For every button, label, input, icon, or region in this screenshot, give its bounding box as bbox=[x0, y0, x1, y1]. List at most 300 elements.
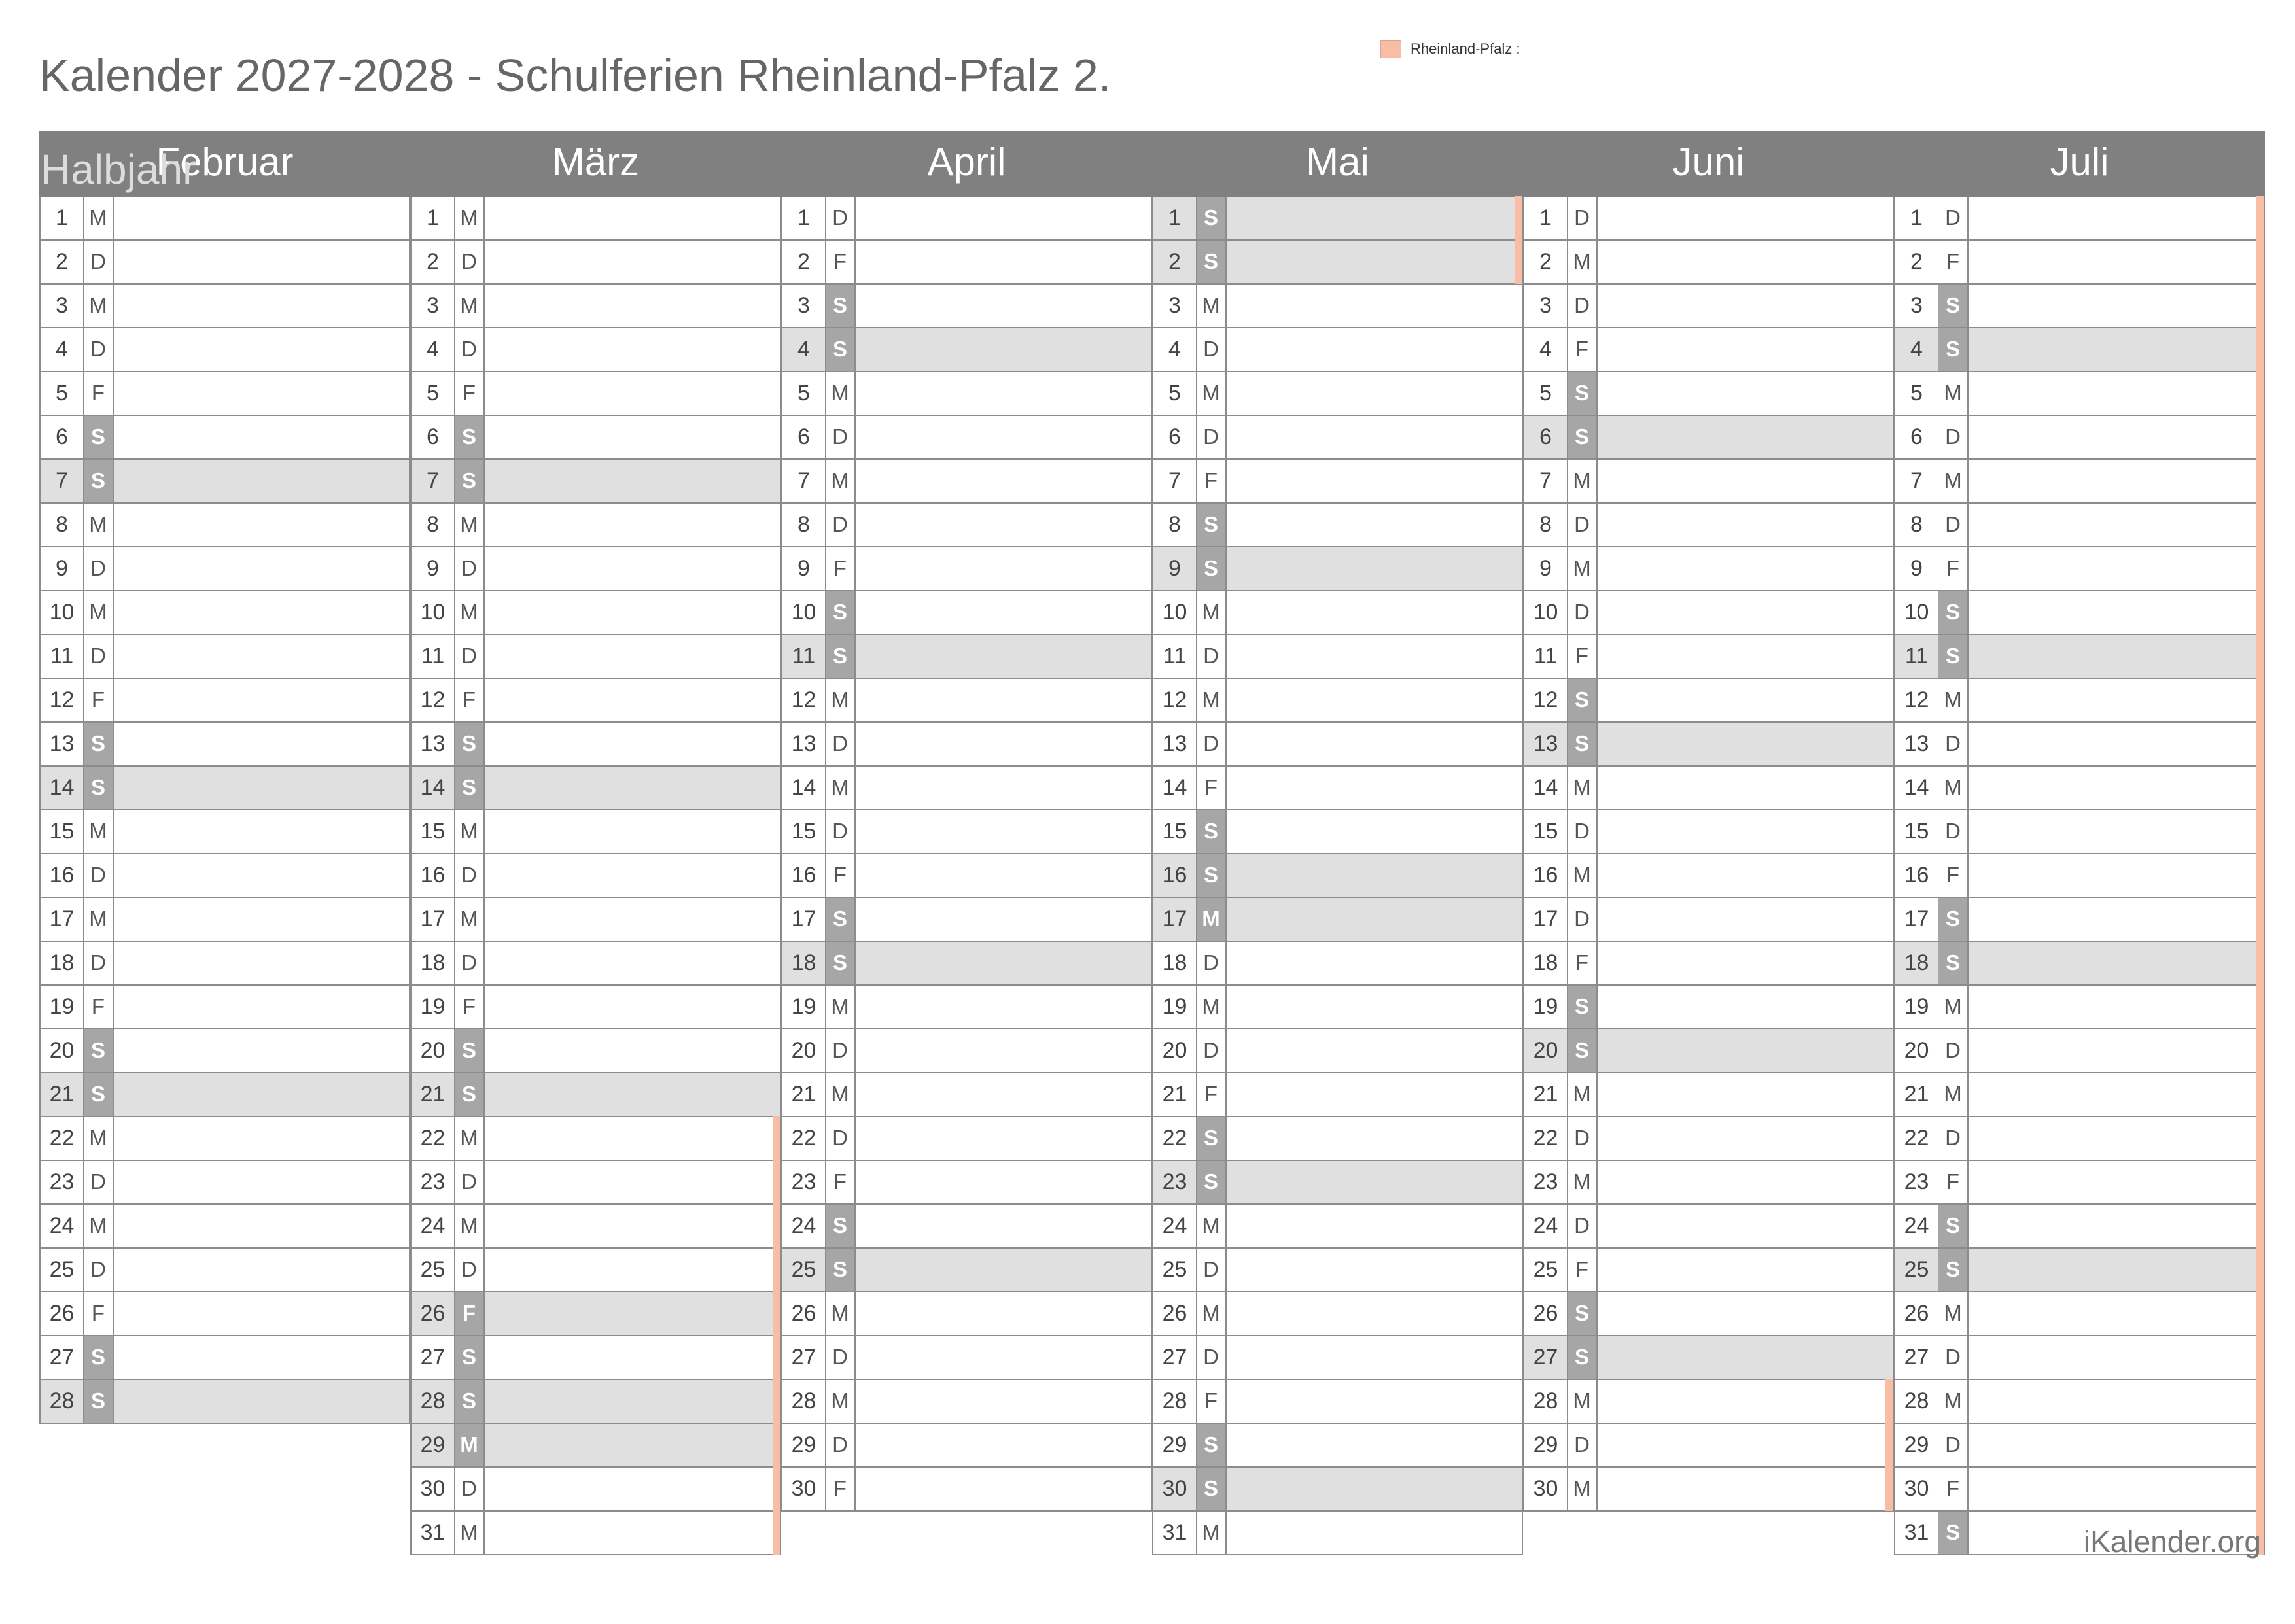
day-row[interactable] bbox=[1894, 1249, 2265, 1292]
day-row[interactable] bbox=[1152, 504, 1523, 547]
holiday-marker bbox=[2256, 415, 2264, 459]
day-number: 17 bbox=[782, 898, 826, 941]
day-row[interactable] bbox=[781, 591, 1152, 635]
day-row[interactable] bbox=[1523, 547, 1894, 591]
day-row[interactable] bbox=[39, 372, 410, 416]
day-row[interactable] bbox=[39, 635, 410, 679]
holiday-marker bbox=[2256, 240, 2264, 284]
day-row[interactable] bbox=[1152, 1205, 1523, 1249]
day-row[interactable] bbox=[781, 197, 1152, 241]
day-number: 26 bbox=[1153, 1292, 1197, 1335]
day-row[interactable] bbox=[781, 547, 1152, 591]
day-row[interactable] bbox=[781, 942, 1152, 986]
day-number: 25 bbox=[782, 1249, 826, 1291]
holiday-marker bbox=[1885, 1379, 1893, 1423]
day-row[interactable] bbox=[1523, 1249, 1894, 1292]
day-row[interactable] bbox=[781, 416, 1152, 460]
weekday-letter: S bbox=[1568, 679, 1598, 721]
day-row[interactable] bbox=[1894, 1336, 2265, 1380]
day-number: 10 bbox=[1153, 591, 1197, 634]
day-row[interactable] bbox=[781, 285, 1152, 328]
day-row[interactable] bbox=[1523, 1161, 1894, 1205]
day-row[interactable] bbox=[410, 1468, 781, 1512]
day-row[interactable] bbox=[1152, 1161, 1523, 1205]
weekday-letter: D bbox=[1938, 1424, 1969, 1466]
weekday-letter: S bbox=[1568, 372, 1598, 415]
day-row[interactable] bbox=[1894, 416, 2265, 460]
day-number: 12 bbox=[1895, 679, 1938, 721]
day-row[interactable] bbox=[410, 416, 781, 460]
day-row[interactable] bbox=[410, 1161, 781, 1205]
holiday-marker bbox=[2256, 1292, 2264, 1336]
weekday-letter: S bbox=[826, 635, 856, 678]
day-row[interactable] bbox=[1152, 285, 1523, 328]
weekday-letter: M bbox=[84, 504, 114, 546]
day-number: 28 bbox=[782, 1380, 826, 1423]
day-row[interactable] bbox=[1523, 328, 1894, 372]
day-row[interactable] bbox=[1894, 1161, 2265, 1205]
day-row[interactable] bbox=[1152, 1029, 1523, 1073]
day-row[interactable] bbox=[410, 1029, 781, 1073]
day-number: 27 bbox=[41, 1336, 84, 1379]
day-number: 15 bbox=[782, 810, 826, 853]
day-row[interactable] bbox=[1523, 767, 1894, 810]
day-row[interactable] bbox=[410, 854, 781, 898]
day-number: 9 bbox=[1524, 547, 1568, 590]
weekday-letter: D bbox=[455, 1249, 485, 1291]
day-row[interactable] bbox=[410, 547, 781, 591]
day-row[interactable] bbox=[1152, 723, 1523, 767]
day-number: 29 bbox=[1524, 1424, 1568, 1466]
weekday-letter: F bbox=[826, 1161, 856, 1203]
weekday-letter: M bbox=[1197, 986, 1227, 1028]
weekday-letter: M bbox=[826, 460, 856, 502]
day-number: 20 bbox=[41, 1029, 84, 1072]
legend-label: Rheinland-Pfalz : bbox=[1410, 41, 1520, 57]
day-row[interactable] bbox=[781, 1380, 1152, 1424]
day-row[interactable] bbox=[410, 285, 781, 328]
day-row[interactable] bbox=[1523, 942, 1894, 986]
day-row[interactable] bbox=[1523, 679, 1894, 723]
day-row[interactable] bbox=[781, 898, 1152, 942]
day-row[interactable] bbox=[1894, 1292, 2265, 1336]
weekday-letter: S bbox=[1197, 1161, 1227, 1203]
day-row[interactable] bbox=[1152, 1424, 1523, 1468]
weekday-letter: S bbox=[1938, 635, 1969, 678]
weekday-letter: D bbox=[1568, 1117, 1598, 1160]
day-row[interactable] bbox=[1152, 898, 1523, 942]
day-row[interactable] bbox=[781, 810, 1152, 854]
day-row[interactable] bbox=[1894, 1380, 2265, 1424]
day-row[interactable] bbox=[1152, 460, 1523, 504]
day-row[interactable] bbox=[1152, 767, 1523, 810]
day-number: 14 bbox=[1153, 767, 1197, 809]
weekday-letter: D bbox=[826, 1029, 856, 1072]
day-row[interactable] bbox=[1523, 898, 1894, 942]
day-row[interactable] bbox=[1894, 898, 2265, 942]
day-row[interactable] bbox=[1523, 416, 1894, 460]
day-row[interactable] bbox=[1523, 723, 1894, 767]
day-row[interactable] bbox=[410, 635, 781, 679]
day-row[interactable] bbox=[39, 1161, 410, 1205]
day-number: 15 bbox=[1153, 810, 1197, 853]
day-number: 20 bbox=[1895, 1029, 1938, 1072]
day-row[interactable] bbox=[39, 285, 410, 328]
month-column bbox=[781, 131, 1152, 1512]
day-row[interactable] bbox=[1894, 372, 2265, 416]
weekday-letter: D bbox=[1568, 591, 1598, 634]
holiday-marker bbox=[773, 1248, 780, 1292]
day-row[interactable] bbox=[1152, 1073, 1523, 1117]
weekday-letter: D bbox=[1197, 635, 1227, 678]
weekday-letter: S bbox=[84, 1380, 114, 1423]
day-row[interactable] bbox=[1523, 285, 1894, 328]
day-row[interactable] bbox=[1152, 1117, 1523, 1161]
day-row[interactable] bbox=[1523, 1336, 1894, 1380]
day-number: 18 bbox=[41, 942, 84, 984]
legend bbox=[1380, 39, 1520, 59]
day-row[interactable] bbox=[410, 372, 781, 416]
day-row[interactable] bbox=[39, 854, 410, 898]
day-row[interactable] bbox=[410, 1073, 781, 1117]
day-row[interactable] bbox=[39, 767, 410, 810]
weekday-letter: S bbox=[826, 942, 856, 984]
day-row[interactable] bbox=[781, 854, 1152, 898]
weekday-letter: S bbox=[455, 1029, 485, 1072]
day-row[interactable] bbox=[781, 1336, 1152, 1380]
day-row[interactable] bbox=[1894, 547, 2265, 591]
day-row[interactable] bbox=[1152, 1468, 1523, 1512]
day-row[interactable] bbox=[1152, 416, 1523, 460]
day-row[interactable] bbox=[781, 767, 1152, 810]
day-number: 7 bbox=[41, 460, 84, 502]
day-row[interactable] bbox=[781, 241, 1152, 285]
day-number: 7 bbox=[412, 460, 455, 502]
day-row[interactable] bbox=[781, 504, 1152, 547]
weekday-letter: D bbox=[826, 723, 856, 765]
day-row[interactable] bbox=[410, 1512, 781, 1555]
day-number: 11 bbox=[1153, 635, 1197, 678]
day-row[interactable] bbox=[781, 1029, 1152, 1073]
day-number: 19 bbox=[782, 986, 826, 1028]
footer-brand[interactable]: iKalender.org bbox=[2083, 1525, 2261, 1559]
day-row[interactable] bbox=[1152, 591, 1523, 635]
day-row[interactable] bbox=[1894, 241, 2265, 285]
day-row[interactable] bbox=[781, 1249, 1152, 1292]
day-row[interactable] bbox=[1894, 767, 2265, 810]
day-row[interactable] bbox=[1894, 986, 2265, 1029]
weekday-letter: M bbox=[1197, 372, 1227, 415]
weekday-letter: F bbox=[826, 241, 856, 283]
weekday-letter: S bbox=[84, 460, 114, 502]
day-row[interactable] bbox=[781, 460, 1152, 504]
day-row[interactable] bbox=[1152, 197, 1523, 241]
day-row[interactable] bbox=[1894, 1029, 2265, 1073]
weekday-letter: S bbox=[1568, 1336, 1598, 1379]
weekday-letter: M bbox=[1568, 547, 1598, 590]
day-row[interactable] bbox=[1523, 1468, 1894, 1512]
day-row[interactable] bbox=[410, 460, 781, 504]
day-row[interactable] bbox=[410, 591, 781, 635]
page-title: Kalender 2027-2028 - Schulferien Rheinland-Pfalz 2. bbox=[39, 50, 1112, 101]
day-row[interactable] bbox=[1523, 197, 1894, 241]
day-row[interactable] bbox=[1523, 1117, 1894, 1161]
weekday-letter: F bbox=[1938, 1468, 1969, 1510]
day-row[interactable] bbox=[1894, 328, 2265, 372]
weekday-letter: S bbox=[1938, 1205, 1969, 1247]
day-row[interactable] bbox=[410, 942, 781, 986]
weekday-letter: D bbox=[826, 1424, 856, 1466]
weekday-letter: M bbox=[84, 898, 114, 941]
day-row[interactable] bbox=[39, 1292, 410, 1336]
weekday-letter: M bbox=[826, 986, 856, 1028]
day-row[interactable] bbox=[410, 1249, 781, 1292]
day-number: 15 bbox=[1895, 810, 1938, 853]
day-row[interactable] bbox=[1152, 810, 1523, 854]
weekday-letter: S bbox=[1568, 1029, 1598, 1072]
day-number: 3 bbox=[1524, 285, 1568, 327]
day-number: 22 bbox=[1524, 1117, 1568, 1160]
day-row[interactable] bbox=[39, 197, 410, 241]
day-row[interactable] bbox=[781, 679, 1152, 723]
day-number: 17 bbox=[1895, 898, 1938, 941]
weekday-letter: S bbox=[84, 416, 114, 458]
weekday-letter: S bbox=[455, 1336, 485, 1379]
weekday-letter: D bbox=[1568, 197, 1598, 239]
day-row[interactable] bbox=[1523, 635, 1894, 679]
day-number: 4 bbox=[782, 328, 826, 371]
weekday-letter: M bbox=[1568, 1073, 1598, 1116]
day-row[interactable] bbox=[1152, 372, 1523, 416]
day-number: 27 bbox=[782, 1336, 826, 1379]
day-row[interactable] bbox=[39, 942, 410, 986]
day-row[interactable] bbox=[781, 1073, 1152, 1117]
day-row[interactable] bbox=[410, 241, 781, 285]
day-row[interactable] bbox=[1523, 1424, 1894, 1468]
day-row[interactable] bbox=[1523, 986, 1894, 1029]
weekday-letter: S bbox=[84, 1073, 114, 1116]
day-row[interactable] bbox=[781, 1117, 1152, 1161]
day-number: 12 bbox=[1153, 679, 1197, 721]
day-row[interactable] bbox=[39, 1117, 410, 1161]
weekday-letter: F bbox=[455, 679, 485, 721]
day-row[interactable] bbox=[410, 197, 781, 241]
weekday-letter: S bbox=[1568, 723, 1598, 765]
day-row[interactable] bbox=[410, 810, 781, 854]
day-number: 16 bbox=[1153, 854, 1197, 897]
weekday-letter: F bbox=[1938, 854, 1969, 897]
weekday-letter: M bbox=[1568, 767, 1598, 809]
weekday-letter: M bbox=[826, 372, 856, 415]
weekday-letter: M bbox=[1197, 591, 1227, 634]
day-row[interactable] bbox=[1523, 1205, 1894, 1249]
day-row[interactable] bbox=[781, 635, 1152, 679]
day-row[interactable] bbox=[39, 1073, 410, 1117]
weekday-letter: F bbox=[455, 372, 485, 415]
day-row[interactable] bbox=[781, 723, 1152, 767]
day-row[interactable] bbox=[1152, 1336, 1523, 1380]
day-row[interactable] bbox=[410, 767, 781, 810]
weekday-letter: D bbox=[1197, 1336, 1227, 1379]
day-number: 20 bbox=[782, 1029, 826, 1072]
day-number: 18 bbox=[1524, 942, 1568, 984]
day-row[interactable] bbox=[781, 1205, 1152, 1249]
weekday-letter: S bbox=[1938, 898, 1969, 941]
day-row[interactable] bbox=[1523, 854, 1894, 898]
legend-swatch bbox=[1380, 40, 1401, 58]
day-row[interactable] bbox=[39, 591, 410, 635]
day-row[interactable] bbox=[39, 1380, 410, 1424]
day-number: 24 bbox=[41, 1205, 84, 1247]
day-row[interactable] bbox=[1152, 1249, 1523, 1292]
weekday-letter: M bbox=[455, 1424, 485, 1466]
day-row[interactable] bbox=[1523, 810, 1894, 854]
day-row[interactable] bbox=[1894, 197, 2265, 241]
day-row[interactable] bbox=[39, 416, 410, 460]
day-row[interactable] bbox=[39, 504, 410, 547]
day-row[interactable] bbox=[1152, 1292, 1523, 1336]
day-row[interactable] bbox=[1523, 504, 1894, 547]
weekday-letter: F bbox=[1197, 1380, 1227, 1423]
weekday-letter: S bbox=[455, 723, 485, 765]
day-row[interactable] bbox=[1894, 723, 2265, 767]
day-number: 20 bbox=[1153, 1029, 1197, 1072]
day-row[interactable] bbox=[39, 547, 410, 591]
day-row[interactable] bbox=[1894, 285, 2265, 328]
day-number: 16 bbox=[782, 854, 826, 897]
day-number: 4 bbox=[1153, 328, 1197, 371]
day-row[interactable] bbox=[1152, 679, 1523, 723]
day-row[interactable] bbox=[1152, 986, 1523, 1029]
day-row[interactable] bbox=[39, 679, 410, 723]
month-header: Juni bbox=[1523, 131, 1894, 197]
weekday-letter: S bbox=[1197, 1117, 1227, 1160]
day-row[interactable] bbox=[1523, 1380, 1894, 1424]
day-number: 11 bbox=[1895, 635, 1938, 678]
day-number: 16 bbox=[412, 854, 455, 897]
day-row[interactable] bbox=[410, 723, 781, 767]
day-row[interactable] bbox=[410, 1205, 781, 1249]
day-row[interactable] bbox=[1523, 241, 1894, 285]
day-row[interactable] bbox=[410, 1424, 781, 1468]
day-row[interactable] bbox=[410, 679, 781, 723]
day-number: 24 bbox=[1524, 1205, 1568, 1247]
holiday-marker bbox=[1515, 196, 1522, 240]
day-row[interactable] bbox=[1523, 460, 1894, 504]
holiday-marker bbox=[2256, 854, 2264, 897]
day-row[interactable] bbox=[410, 986, 781, 1029]
day-row[interactable] bbox=[1152, 854, 1523, 898]
day-row[interactable] bbox=[1894, 810, 2265, 854]
day-number: 24 bbox=[782, 1205, 826, 1247]
weekday-letter: S bbox=[1938, 1512, 1969, 1554]
day-row[interactable] bbox=[39, 723, 410, 767]
day-number: 25 bbox=[41, 1249, 84, 1291]
day-row[interactable] bbox=[1152, 635, 1523, 679]
day-row[interactable] bbox=[1152, 241, 1523, 285]
day-number: 8 bbox=[412, 504, 455, 546]
day-row[interactable] bbox=[1894, 1117, 2265, 1161]
weekday-letter: S bbox=[455, 767, 485, 809]
day-row[interactable] bbox=[1894, 1468, 2265, 1512]
day-row[interactable] bbox=[1894, 679, 2265, 723]
day-row[interactable] bbox=[410, 328, 781, 372]
day-row[interactable] bbox=[1523, 1073, 1894, 1117]
day-number: 16 bbox=[1524, 854, 1568, 897]
day-row[interactable] bbox=[39, 1029, 410, 1073]
day-number: 6 bbox=[1524, 416, 1568, 458]
day-row[interactable] bbox=[1894, 460, 2265, 504]
day-row[interactable] bbox=[781, 1424, 1152, 1468]
day-number: 6 bbox=[41, 416, 84, 458]
day-row[interactable] bbox=[1894, 1205, 2265, 1249]
day-row[interactable] bbox=[781, 328, 1152, 372]
day-row[interactable] bbox=[1894, 635, 2265, 679]
day-row[interactable] bbox=[781, 986, 1152, 1029]
day-row[interactable] bbox=[781, 1468, 1152, 1512]
day-row[interactable] bbox=[39, 328, 410, 372]
day-number: 5 bbox=[41, 372, 84, 415]
day-row[interactable] bbox=[39, 460, 410, 504]
day-number: 4 bbox=[41, 328, 84, 371]
day-row[interactable] bbox=[1523, 372, 1894, 416]
day-row[interactable] bbox=[39, 1336, 410, 1380]
day-row[interactable] bbox=[1152, 1512, 1523, 1555]
day-row[interactable] bbox=[1894, 854, 2265, 898]
day-row[interactable] bbox=[781, 1292, 1152, 1336]
day-row[interactable] bbox=[1152, 942, 1523, 986]
day-row[interactable] bbox=[1523, 591, 1894, 635]
weekday-letter: D bbox=[1197, 942, 1227, 984]
day-row[interactable] bbox=[1894, 1073, 2265, 1117]
day-row[interactable] bbox=[39, 898, 410, 942]
day-row[interactable] bbox=[1152, 1380, 1523, 1424]
day-number: 16 bbox=[41, 854, 84, 897]
day-row[interactable] bbox=[781, 372, 1152, 416]
day-row[interactable] bbox=[1152, 328, 1523, 372]
day-row[interactable] bbox=[781, 1161, 1152, 1205]
day-row[interactable] bbox=[1894, 591, 2265, 635]
day-row[interactable] bbox=[1523, 1292, 1894, 1336]
day-row[interactable] bbox=[39, 986, 410, 1029]
day-row[interactable] bbox=[39, 810, 410, 854]
day-row[interactable] bbox=[1523, 1029, 1894, 1073]
weekday-letter: D bbox=[84, 1249, 114, 1291]
day-number: 10 bbox=[412, 591, 455, 634]
day-number: 9 bbox=[782, 547, 826, 590]
day-row[interactable] bbox=[410, 1292, 781, 1336]
day-row[interactable] bbox=[410, 1380, 781, 1424]
day-row[interactable] bbox=[39, 241, 410, 285]
weekday-letter: S bbox=[1197, 197, 1227, 239]
day-row[interactable] bbox=[410, 504, 781, 547]
day-row[interactable] bbox=[410, 898, 781, 942]
day-row[interactable] bbox=[39, 1249, 410, 1292]
day-row[interactable] bbox=[1894, 942, 2265, 986]
day-row[interactable] bbox=[1894, 504, 2265, 547]
day-row[interactable] bbox=[410, 1336, 781, 1380]
weekday-letter: M bbox=[84, 591, 114, 634]
holiday-marker bbox=[2256, 897, 2264, 941]
day-row[interactable] bbox=[410, 1117, 781, 1161]
day-number: 21 bbox=[41, 1073, 84, 1116]
day-number: 19 bbox=[41, 986, 84, 1028]
day-row[interactable] bbox=[39, 1205, 410, 1249]
day-number: 28 bbox=[1895, 1380, 1938, 1423]
day-row[interactable] bbox=[1894, 1424, 2265, 1468]
day-row[interactable] bbox=[1152, 547, 1523, 591]
weekday-letter: S bbox=[455, 416, 485, 458]
